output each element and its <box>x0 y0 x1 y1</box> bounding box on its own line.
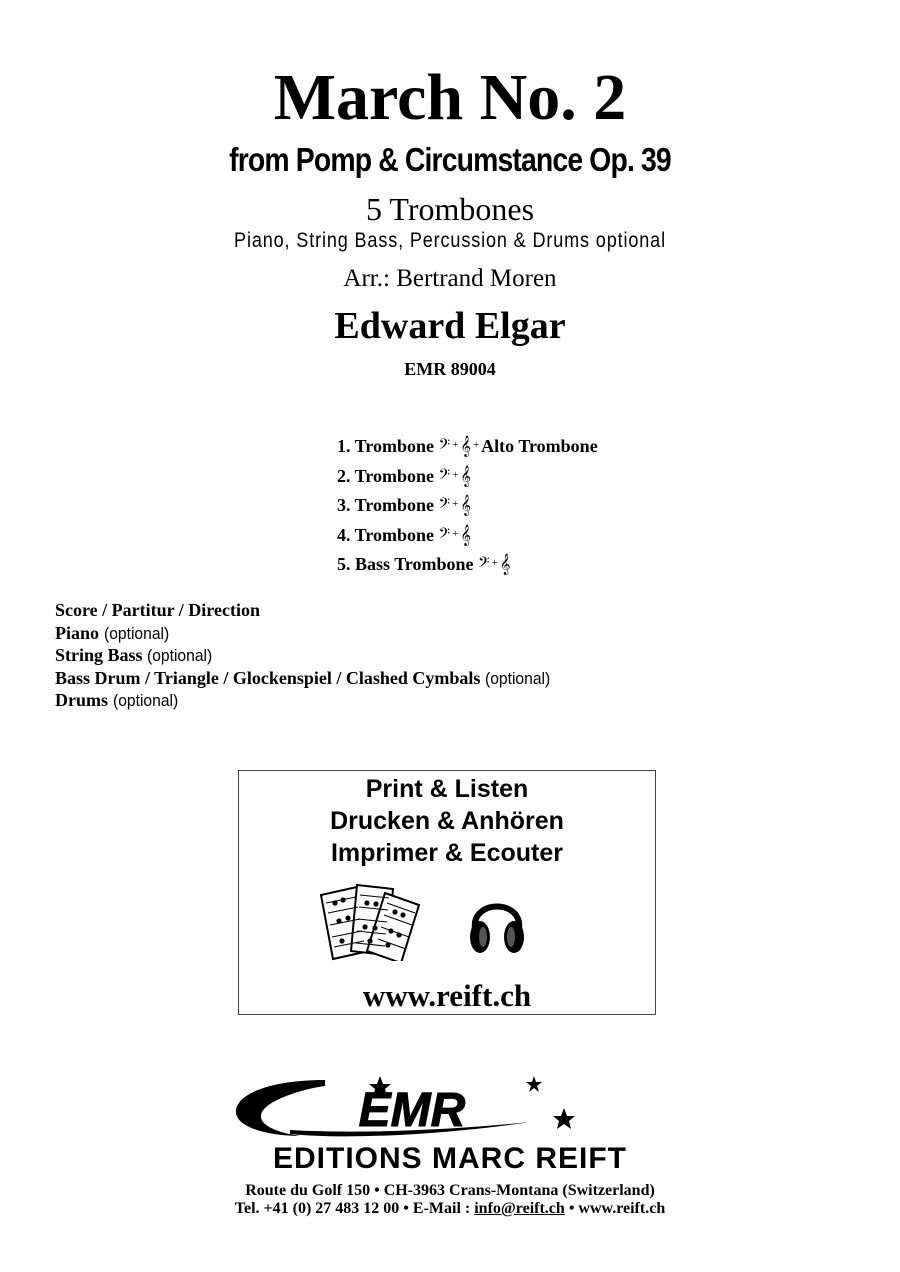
plus-sign: + <box>452 468 459 481</box>
headphones-icon <box>467 885 527 957</box>
catalog-number: EMR 89004 <box>404 359 496 379</box>
emr-logo <box>230 1074 590 1140</box>
part-row <box>337 433 598 463</box>
item-name: Bass Drum / Triangle / Glockenspiel / Clashed Cymbals <box>55 667 481 688</box>
bass-clef-icon: 𝄢 <box>478 554 490 575</box>
list-item <box>55 667 556 690</box>
treble-clef-icon: 𝄞 <box>460 524 471 546</box>
part-row <box>337 463 598 493</box>
item-note: (optional) <box>147 646 213 665</box>
contact-web: • www.reift.ch <box>564 1200 666 1217</box>
item-note: (optional) <box>103 623 169 643</box>
treble-clef-icon: 𝄞 <box>460 495 471 516</box>
bass-clef-icon: 𝄢 <box>438 495 451 516</box>
plus-sign: + <box>452 527 459 540</box>
page-title: March No. 2 <box>273 61 627 134</box>
part-label: 2. Trombone <box>337 465 435 486</box>
part-label: 4. Trombone <box>337 524 435 545</box>
list-item <box>55 622 556 645</box>
list-item <box>55 689 556 712</box>
item-name: String Bass <box>55 645 143 665</box>
plus-sign: + <box>452 498 459 510</box>
publisher-address: Route du Golf 150 • CH-3963 Crans-Montana (Switzerland) <box>245 1182 655 1199</box>
subtitle: from Pomp & Circumstance Op. 39 <box>229 141 671 178</box>
parts-list <box>337 433 598 581</box>
promo-url: www.reift.ch <box>362 978 532 1013</box>
list-item <box>55 644 556 667</box>
score-contents-list <box>55 599 556 712</box>
plus-sign: + <box>452 439 459 451</box>
part-label: 3. Trombone <box>337 495 435 515</box>
item-note: (optional) <box>484 668 551 688</box>
item-note: (optional) <box>112 691 178 710</box>
bass-clef-icon: 𝄢 <box>438 436 451 457</box>
treble-clef-icon: 𝄞 <box>460 465 471 487</box>
item-name: Drums <box>55 690 108 710</box>
publisher-name: EDITIONS MARC REIFT <box>273 1142 627 1175</box>
email-link[interactable]: info@reift.ch <box>474 1200 565 1217</box>
print-and-listen-box <box>238 770 656 1015</box>
promo-line: Imprimer & Ecouter <box>330 839 563 867</box>
contact-tel: Tel. +41 (0) 27 483 12 00 • E-Mail : <box>234 1200 475 1217</box>
item-name: Piano <box>55 622 100 643</box>
part-row <box>337 551 598 581</box>
bass-clef-icon: 𝄢 <box>438 465 451 487</box>
treble-clef-icon: 𝄞 <box>460 436 471 457</box>
treble-clef-icon: 𝄞 <box>499 554 511 575</box>
plus-sign: + <box>472 439 480 451</box>
part-suffix: Alto Trombone <box>481 436 598 456</box>
arranger: Arr.: Bertrand Moren <box>343 265 557 292</box>
promo-line: Drucken & Anhören <box>330 807 564 835</box>
optional-instruments-line: Piano, String Bass, Percussion & Drums optional <box>234 229 666 252</box>
part-label: 1. Trombone <box>337 436 435 456</box>
promo-line: Print & Listen <box>365 775 529 803</box>
publisher-contact <box>0 1199 900 1219</box>
bass-clef-icon: 𝄢 <box>438 524 451 546</box>
composer: Edward Elgar <box>334 305 566 347</box>
part-row <box>337 522 598 552</box>
list-item <box>55 599 556 622</box>
instrumentation: 5 Trombones <box>365 191 535 227</box>
item-name: Score / Partitur / Direction <box>55 600 260 620</box>
logo-text: EMR <box>358 1084 466 1137</box>
part-label: 5. Bass Trombone <box>337 554 474 574</box>
part-row <box>337 492 598 522</box>
plus-sign: + <box>491 557 498 569</box>
sheet-music-icon <box>315 881 425 961</box>
